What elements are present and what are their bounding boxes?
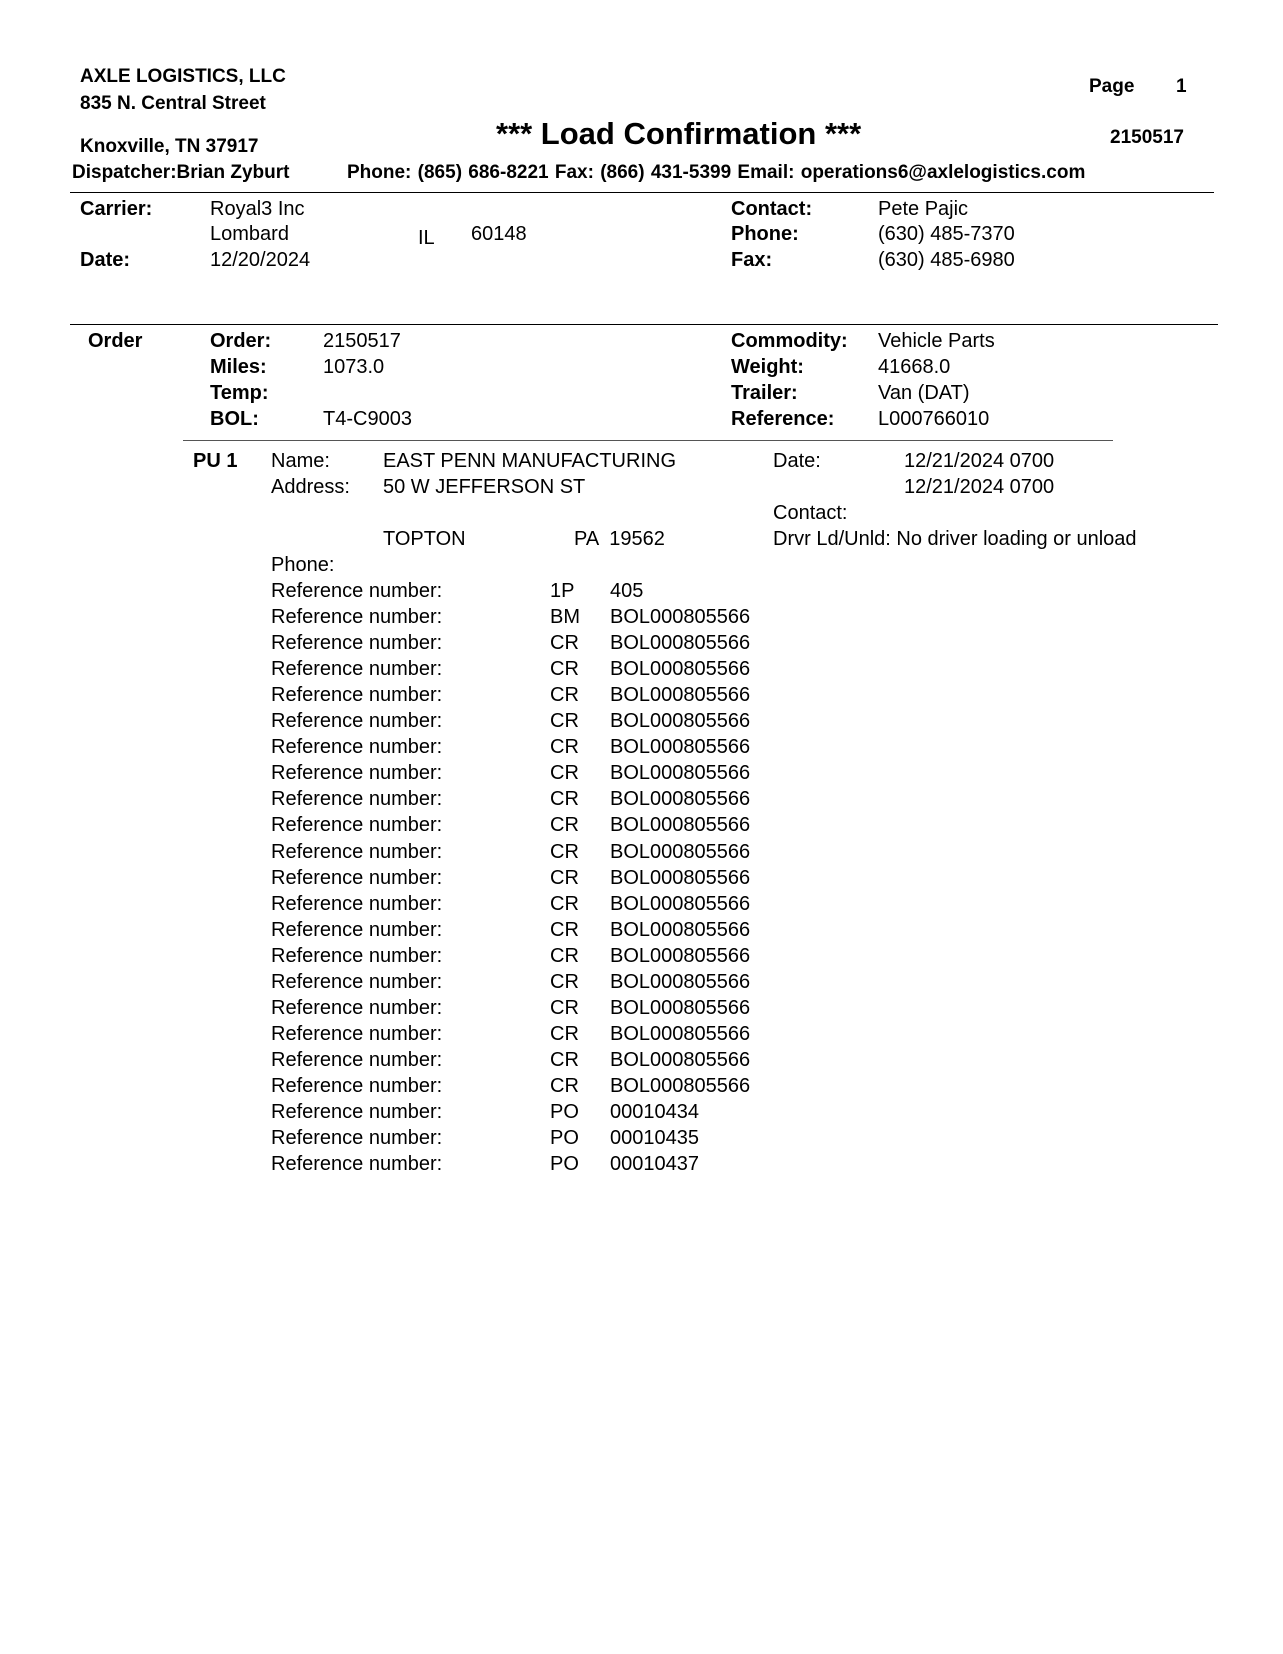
pickup-date-label: Date: — [773, 450, 821, 472]
reference-label: Reference number: — [271, 1127, 443, 1150]
reference-label: Reference number: — [271, 840, 443, 863]
reference-label: Reference number: — [271, 996, 443, 1019]
reference-type: CR — [550, 866, 579, 889]
reference-label: Reference number: — [271, 736, 443, 759]
reference-label: Reference: — [731, 408, 835, 430]
reference-label: Reference number: — [271, 1048, 443, 1071]
company-contact-line: Phone: (865) 686-8221 Fax: (866) 431-5399 Email: operations6@axlelogistics.com — [347, 162, 1086, 183]
carrier-state: IL — [418, 227, 435, 249]
bol-label: BOL: — [210, 408, 259, 430]
pickup-state-zip: PA 19562 — [574, 528, 665, 550]
page-title: *** Load Confirmation *** — [496, 116, 862, 151]
reference-type: CR — [550, 918, 579, 941]
carrier-divider — [70, 324, 1218, 325]
reference-value: BOL000805566 — [610, 970, 751, 993]
pickup-name-label: Name: — [271, 450, 330, 472]
carrier-label: Carrier: — [80, 198, 153, 220]
driver-loading-value: No driver loading or unload — [896, 528, 1137, 550]
page-number: 1 — [1176, 76, 1187, 97]
reference-type: CR — [550, 1048, 579, 1071]
reference-value: BOL000805566 — [610, 918, 751, 941]
reference-value: BOL000805566 — [610, 892, 751, 915]
pickup-driver-loading — [773, 528, 1137, 551]
reference-label: Reference number: — [271, 632, 443, 655]
reference-value: BOL000805566 — [610, 762, 751, 785]
reference-value: BOL000805566 — [610, 1074, 751, 1097]
miles-label: Miles: — [210, 356, 267, 378]
carrier-phone: (630) 485-7370 — [878, 223, 1015, 245]
reference-type: PO — [550, 1153, 579, 1176]
reference-type: CR — [550, 840, 579, 863]
date-label: Date: — [80, 249, 131, 271]
confirmation-date: 12/20/2024 — [210, 249, 311, 271]
pickup-address: 50 W JEFFERSON ST — [383, 476, 586, 498]
reference-label: Reference number: — [271, 606, 443, 629]
dispatcher — [72, 162, 289, 184]
pickup-name: EAST PENN MANUFACTURING — [383, 450, 676, 472]
reference-type: CR — [550, 1022, 579, 1045]
order-miles: 1073.0 — [323, 356, 385, 378]
reference-type: CR — [550, 788, 579, 811]
order-weight: 41668.0 — [878, 356, 951, 378]
reference-label: Reference number: — [271, 762, 443, 785]
reference-type: BM — [550, 606, 580, 629]
commodity-label: Commodity: — [731, 330, 848, 352]
reference-type: PO — [550, 1127, 579, 1150]
carrier-zip: 60148 — [471, 223, 527, 245]
reference-type: CR — [550, 892, 579, 915]
reference-label: Reference number: — [271, 944, 443, 967]
dispatcher-name: Brian Zyburt — [176, 162, 290, 183]
reference-label: Reference number: — [271, 866, 443, 889]
reference-type: CR — [550, 710, 579, 733]
reference-value: BOL000805566 — [610, 606, 751, 629]
reference-value: BOL000805566 — [610, 736, 751, 759]
reference-type: CR — [550, 762, 579, 785]
pickup-stop-label: PU 1 — [193, 450, 238, 472]
document-number: 2150517 — [1110, 127, 1184, 148]
reference-type: CR — [550, 970, 579, 993]
reference-type: CR — [550, 658, 579, 681]
reference-label: Reference number: — [271, 892, 443, 915]
reference-label: Reference number: — [271, 1153, 443, 1176]
order-label: Order: — [210, 330, 272, 352]
temp-label: Temp: — [210, 382, 269, 404]
reference-value: 00010435 — [610, 1127, 699, 1150]
reference-value: BOL000805566 — [610, 684, 751, 707]
reference-type: CR — [550, 814, 579, 837]
reference-value: BOL000805566 — [610, 814, 751, 837]
reference-value: 00010434 — [610, 1101, 699, 1123]
carrier-fax: (630) 485-6980 — [878, 249, 1015, 271]
pickup-contact-label: Contact: — [773, 502, 848, 524]
page-label: Page — [1089, 76, 1135, 97]
reference-value: BOL000805566 — [610, 996, 751, 1019]
reference-type: CR — [550, 736, 579, 759]
order-reference: L000766010 — [878, 408, 990, 430]
reference-type: CR — [550, 996, 579, 1019]
reference-type: CR — [550, 1074, 579, 1097]
reference-label: Reference number: — [271, 658, 443, 681]
company-street: 835 N. Central Street — [80, 93, 266, 114]
reference-label: Reference number: — [271, 684, 443, 707]
reference-type: CR — [550, 632, 579, 655]
reference-value: 00010437 — [610, 1153, 699, 1176]
reference-value: BOL000805566 — [610, 658, 751, 681]
reference-label: Reference number: — [271, 788, 443, 811]
driver-loading-label: Drvr Ld/Unld: — [773, 528, 891, 550]
dispatcher-label: Dispatcher: — [72, 162, 177, 183]
reference-value: BOL000805566 — [610, 632, 751, 655]
pickup-phone-label: Phone: — [271, 554, 335, 576]
reference-type: CR — [550, 684, 579, 707]
fax-label: Fax: — [731, 249, 773, 271]
order-number: 2150517 — [323, 330, 401, 352]
reference-type: PO — [550, 1101, 579, 1123]
header-divider — [70, 192, 1214, 193]
reference-label: Reference number: — [271, 918, 443, 941]
order-divider — [183, 440, 1113, 441]
carrier-city: Lombard — [210, 223, 289, 245]
company-name: AXLE LOGISTICS, LLC — [80, 66, 286, 87]
trailer-label: Trailer: — [731, 382, 798, 404]
reference-label: Reference number: — [271, 580, 443, 602]
reference-type: CR — [550, 944, 579, 967]
reference-label: Reference number: — [271, 1074, 443, 1097]
pickup-date-to: 12/21/2024 0700 — [904, 476, 1055, 498]
pickup-date-from: 12/21/2024 0700 — [904, 450, 1055, 472]
reference-type: 1P — [550, 580, 575, 602]
order-bol: T4-C9003 — [323, 408, 412, 430]
reference-value: BOL000805566 — [610, 1048, 751, 1071]
weight-label: Weight: — [731, 356, 804, 378]
phone-label: Phone: — [731, 223, 799, 245]
carrier-contact: Pete Pajic — [878, 198, 969, 220]
reference-value: BOL000805566 — [610, 1022, 751, 1045]
reference-value: BOL000805566 — [610, 788, 751, 811]
reference-label: Reference number: — [271, 710, 443, 733]
reference-value: BOL000805566 — [610, 840, 751, 863]
reference-label: Reference number: — [271, 814, 443, 837]
pickup-address-label: Address: — [271, 476, 350, 498]
contact-label: Contact: — [731, 198, 813, 220]
reference-value: BOL000805566 — [610, 866, 751, 889]
order-trailer: Van (DAT) — [878, 382, 970, 404]
order-section-label: Order — [88, 330, 143, 352]
reference-label: Reference number: — [271, 1022, 443, 1045]
carrier-name: Royal3 Inc — [210, 198, 305, 220]
reference-value: 405 — [610, 580, 644, 602]
reference-label: Reference number: — [271, 1101, 443, 1123]
reference-value: BOL000805566 — [610, 944, 751, 967]
reference-label: Reference number: — [271, 970, 443, 993]
pickup-city: TOPTON — [383, 528, 466, 550]
reference-value: BOL000805566 — [610, 710, 751, 733]
reference-number-list — [271, 580, 791, 1180]
company-city: Knoxville, TN 37917 — [80, 136, 259, 157]
order-commodity: Vehicle Parts — [878, 330, 995, 352]
